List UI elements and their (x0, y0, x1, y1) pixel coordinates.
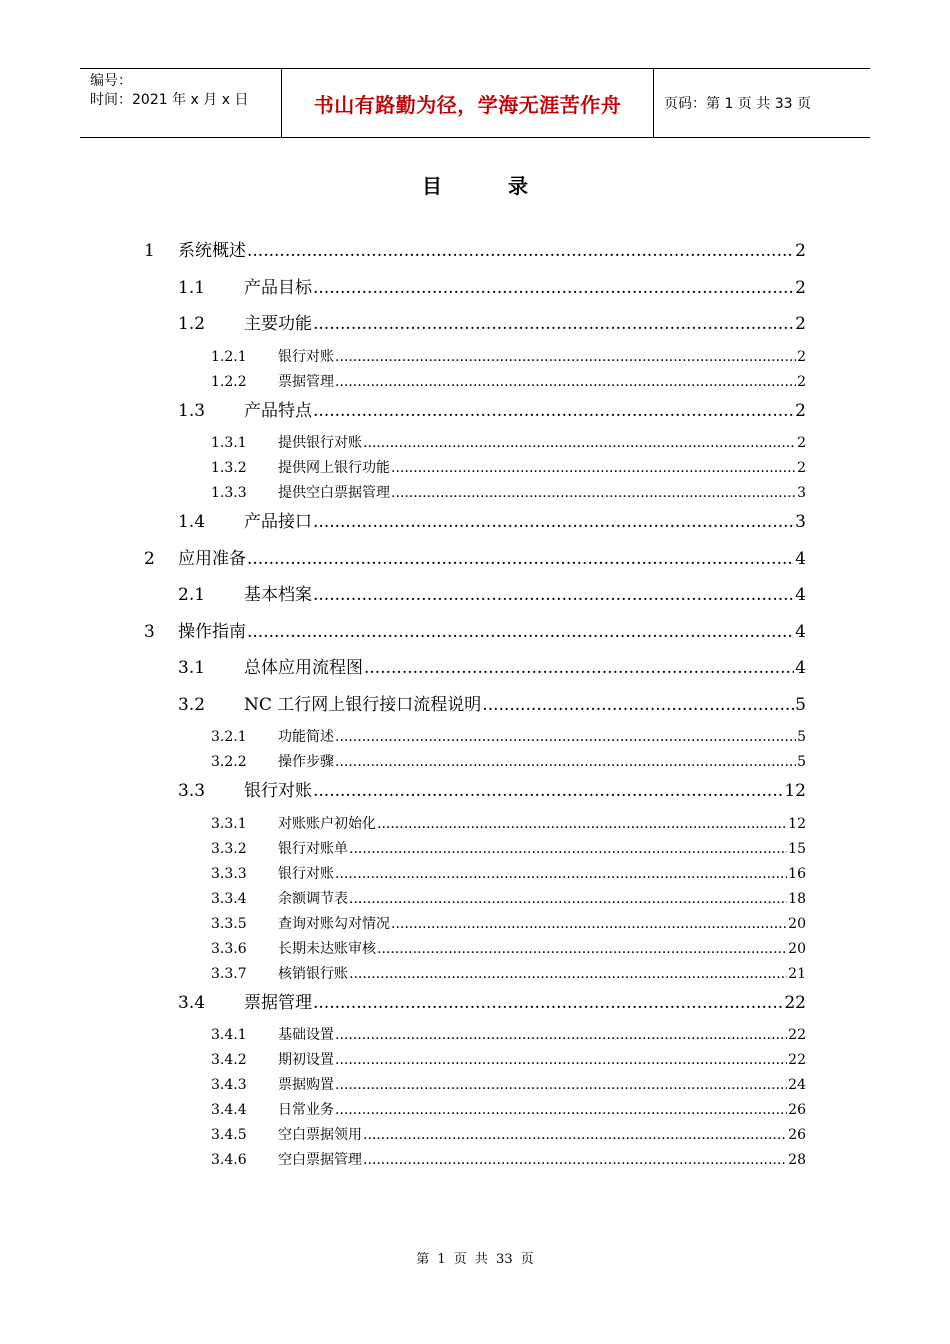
toc-entry-label: 银行对账 (278, 348, 334, 365)
toc-entry-page: 20 (788, 940, 806, 957)
toc-entry-page: 5 (797, 729, 806, 745)
header-motto: 书山有路勤为径，学海无涯苦作舟 (282, 69, 654, 137)
toc-entry[interactable] (178, 507, 806, 532)
toc-entry[interactable] (211, 838, 806, 858)
toc-entry-number: 3.3.1 (211, 815, 247, 832)
toc-entry[interactable] (144, 236, 806, 261)
toc-entry-number: 1.4 (178, 512, 206, 532)
toc-entry[interactable] (211, 482, 806, 502)
toc-entry-number: 3.2.1 (211, 729, 247, 745)
toc-entry-page: 5 (797, 754, 806, 770)
toc-dot-leader (364, 658, 794, 678)
toc-dot-leader (349, 891, 787, 907)
toc-entry-number: 3.2 (178, 694, 206, 715)
toc-entry-page: 18 (788, 890, 806, 907)
toc-entry[interactable] (178, 690, 806, 715)
toc-entry[interactable] (211, 938, 806, 958)
document-date: 时间：2021 年 x 月 x 日 (90, 92, 249, 108)
toc-entry[interactable] (211, 1049, 806, 1069)
toc-entry-label: 空白票据管理 (278, 1152, 362, 1168)
toc-entry-number: 3.4.6 (211, 1152, 247, 1168)
toc-dot-leader (335, 1102, 787, 1118)
toc-entry-page: 3 (795, 512, 806, 532)
toc-dot-leader (377, 941, 787, 957)
toc-entry[interactable] (178, 776, 806, 801)
page-footer: 第 1 页 共 33 页 (416, 1252, 534, 1267)
toc-dot-leader (391, 916, 787, 932)
toc-entry-number: 1.2.1 (211, 348, 247, 365)
toc-entry-label: 基础设置 (278, 1027, 334, 1043)
toc-entry-number: 1 (144, 241, 155, 261)
toc-entry[interactable] (211, 1074, 806, 1094)
toc-dot-leader (349, 841, 787, 857)
toc-entry-page: 2 (797, 460, 806, 476)
toc-entry[interactable] (211, 457, 806, 477)
toc-entry[interactable] (211, 1124, 806, 1144)
toc-entry[interactable] (178, 580, 806, 605)
toc-dot-leader (247, 549, 794, 569)
toc-entry-page: 3 (797, 485, 806, 501)
toc-entry-page: 12 (788, 815, 806, 832)
toc-entry-label: 操作步骤 (278, 754, 334, 770)
toc-entry-page: 2 (797, 435, 806, 451)
toc-dot-leader (391, 485, 796, 501)
toc-dot-leader (335, 374, 796, 390)
toc-entry-label: 提供空白票据管理 (278, 485, 390, 501)
toc-dot-leader (335, 754, 796, 770)
toc-entry-page: 12 (784, 781, 806, 801)
toc-entry-number: 2.1 (178, 585, 206, 605)
toc-entry[interactable] (211, 863, 806, 883)
toc-dot-leader (363, 1152, 787, 1168)
toc-entry-label: 银行对账 (244, 781, 312, 801)
toc-entry-number: 3.2.2 (211, 754, 247, 770)
toc-entry-page: 2 (795, 241, 806, 261)
toc-dot-leader (247, 622, 794, 642)
toc-entry-number: 3.3.4 (211, 890, 247, 907)
toc-entry[interactable] (211, 813, 806, 833)
page-header (80, 68, 870, 138)
toc-entry-label: 查询对账勾对情况 (278, 915, 390, 932)
toc-entry-page: 4 (795, 621, 806, 642)
toc-entry-label: 空白票据领用 (278, 1127, 362, 1143)
toc-entry-label: 票据管理 (244, 992, 312, 1013)
toc-entry[interactable] (211, 751, 806, 771)
toc-dot-leader (377, 816, 787, 832)
toc-entry[interactable] (211, 1099, 806, 1119)
toc-entry-number: 3.3.2 (211, 840, 247, 857)
toc-entry-label: 基本档案 (244, 585, 312, 605)
toc-entry[interactable] (211, 888, 806, 908)
toc-entry[interactable] (211, 1024, 806, 1044)
toc-entry[interactable] (144, 617, 806, 642)
toc-entry-number: 3.4.3 (211, 1077, 247, 1093)
toc-entry-page: 26 (788, 1127, 806, 1143)
toc-dot-leader (335, 866, 787, 882)
toc-dot-leader (313, 585, 794, 605)
toc-dot-leader (247, 241, 794, 261)
toc-dot-leader (363, 1127, 787, 1143)
toc-entry-label: 总体应用流程图 (244, 658, 363, 678)
toc-entry[interactable] (178, 309, 806, 334)
toc-entry-page: 2 (795, 314, 806, 334)
toc-entry-page: 28 (788, 1152, 806, 1168)
toc-title-char-1: 目 (422, 174, 442, 198)
toc-entry-page: 4 (795, 585, 806, 605)
toc-dot-leader (335, 1052, 787, 1068)
toc-entry-label: 长期未达账审核 (278, 940, 376, 957)
toc-entry-label: 操作指南 (178, 621, 246, 642)
toc-title (0, 170, 950, 199)
toc-entry-page: 20 (788, 915, 806, 932)
toc-entry-number: 3.3 (178, 781, 206, 801)
toc-entry[interactable] (211, 726, 806, 746)
toc-entry[interactable] (211, 346, 806, 366)
toc-entry-label: 产品目标 (244, 277, 312, 298)
toc-entry-number: 2 (144, 548, 155, 569)
toc-entry-label: 提供银行对账 (278, 435, 362, 451)
toc-entry-label: 核销银行账 (278, 965, 348, 982)
toc-entry-number: 3.4.4 (211, 1102, 247, 1118)
toc-dot-leader (482, 695, 794, 715)
toc-entry-label: 功能简述 (278, 729, 334, 745)
toc-entry-label: 余额调节表 (278, 890, 348, 907)
toc-entry-page: 16 (788, 865, 806, 882)
toc-entry-number: 3.3.3 (211, 865, 247, 882)
toc-entry[interactable] (211, 963, 806, 983)
toc-entry-page: 24 (788, 1077, 806, 1093)
toc-dot-leader (363, 435, 796, 451)
toc-entry-number: 1.3.3 (211, 485, 247, 501)
toc-entry-number: 3.1 (178, 658, 206, 678)
toc-entry-number: 3.4.5 (211, 1127, 247, 1143)
toc-entry[interactable] (211, 432, 806, 452)
toc-dot-leader (391, 460, 796, 476)
toc-entry[interactable] (178, 988, 806, 1013)
toc-entry-page: 22 (788, 1052, 806, 1068)
toc-entry-label: 提供网上银行功能 (278, 460, 390, 476)
toc-entry-page: 26 (788, 1102, 806, 1118)
toc-entry-number: 1.2.2 (211, 373, 247, 390)
toc-dot-leader (313, 278, 794, 298)
toc-entry-label: NC 工行网上银行接口流程说明 (244, 694, 482, 715)
toc-entry[interactable] (211, 1149, 806, 1169)
toc-entry-number: 3.3.7 (211, 965, 247, 982)
toc-entry[interactable] (178, 653, 806, 678)
document-number-label: 编号： (90, 73, 132, 89)
toc-entry[interactable] (211, 913, 806, 933)
toc-dot-leader (335, 349, 796, 365)
toc-dot-leader (313, 512, 794, 532)
toc-entry-number: 1.1 (178, 277, 206, 298)
toc-entry[interactable] (144, 544, 806, 569)
toc-dot-leader (335, 1027, 787, 1043)
toc-entry-label: 票据管理 (278, 373, 334, 390)
toc-entry-number: 3.4.2 (211, 1052, 247, 1068)
toc-entry-page: 4 (795, 658, 806, 678)
toc-entry-page: 2 (797, 348, 806, 365)
toc-entry-label: 银行对账单 (278, 840, 348, 857)
toc-entry-number: 3.4 (178, 992, 206, 1013)
toc-entry-page: 21 (788, 965, 806, 982)
toc-entry-page: 2 (797, 373, 806, 390)
toc-title-char-2: 录 (508, 174, 528, 198)
toc-entry-number: 1.3.1 (211, 435, 247, 451)
toc-dot-leader (313, 401, 794, 421)
toc-entry-page: 22 (784, 992, 806, 1013)
toc-entry-label: 期初设置 (278, 1052, 334, 1068)
toc-entry-number: 1.2 (178, 314, 206, 334)
toc-entry-number: 3.4.1 (211, 1027, 247, 1043)
toc-entry-page: 5 (795, 694, 806, 715)
toc-entry-number: 1.3.2 (211, 460, 247, 476)
header-meta (80, 69, 282, 137)
toc-entry-label: 系统概述 (178, 241, 246, 261)
toc-dot-leader (313, 781, 783, 801)
toc-entry-label: 主要功能 (244, 314, 312, 334)
toc-dot-leader (335, 729, 796, 745)
toc-entry-label: 票据购置 (278, 1077, 334, 1093)
toc-dot-leader (313, 993, 783, 1013)
header-page-info: 页码：第 1 页 共 33 页 (664, 96, 811, 112)
toc-entry-page: 15 (788, 840, 806, 857)
toc-entry-label: 对账账户初始化 (278, 815, 376, 832)
toc-entry-label: 应用准备 (178, 548, 246, 569)
toc-entry[interactable] (178, 273, 806, 298)
toc-entry-page: 2 (795, 400, 806, 421)
toc-dot-leader (313, 314, 794, 334)
toc-entry-number: 3.3.5 (211, 915, 247, 932)
toc-entry-label: 产品特点 (244, 400, 312, 421)
toc-entry-page: 4 (795, 548, 806, 569)
toc-entry[interactable] (178, 396, 806, 421)
toc-entry-number: 1.3 (178, 400, 206, 421)
toc-dot-leader (349, 966, 787, 982)
toc-entry-label: 银行对账 (278, 865, 334, 882)
toc-entry-page: 22 (788, 1027, 806, 1043)
toc-entry-number: 3.3.6 (211, 940, 247, 957)
toc-entry-label: 日常业务 (278, 1102, 334, 1118)
toc-entry-page: 2 (795, 277, 806, 298)
toc-entry[interactable] (211, 371, 806, 391)
toc-dot-leader (335, 1077, 787, 1093)
toc-entry-label: 产品接口 (244, 512, 312, 532)
toc-entry-number: 3 (144, 621, 155, 642)
